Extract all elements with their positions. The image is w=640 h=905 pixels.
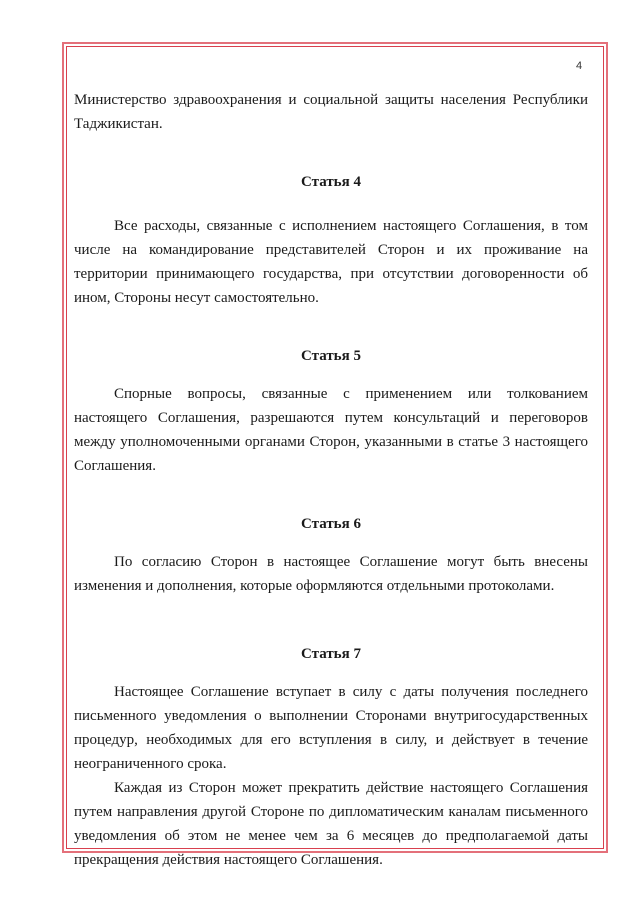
article-4-paragraph: Все расходы, связанные с исполнением настоящего Соглашения, в том числе на командирование представителей Сторон и их проживание на территории принимающего государства, при отсутствии договоренности об ином, Стороны несут самостоятельно. — [74, 218, 588, 306]
page-number: 4 — [576, 60, 583, 72]
article-6-heading: Статья 6 — [301, 516, 361, 532]
intro-paragraph: Министерство здравоохранения и социальной защиты населения Республики Таджикистан. — [74, 92, 588, 132]
article-5-heading: Статья 5 — [301, 348, 361, 364]
article-4-heading: Статья 4 — [301, 174, 361, 190]
article-7-paragraph-2: Каждая из Сторон может прекратить действие настоящего Соглашения путем направления другой Стороне по дипломатическим каналам письменного уведомления об этом не менее чем за 6 месяцев до предполагаемой даты прекращения действия настоящего Соглашения. — [74, 780, 588, 868]
document-body — [74, 88, 588, 872]
article-7-paragraph-1: Настоящее Соглашение вступает в силу с даты получения последнего письменного уведомления о выполнении Сторонами внутригосударственных процедур, необходимых для его вступления в силу, и действует в течение неограниченного срока. — [74, 684, 588, 772]
article-5-paragraph: Спорные вопросы, связанные с применением или толкованием настоящего Соглашения, разрешаются путем консультаций и переговоров между уполномоченными органами Сторон, указанными в статье 3 настоящего Соглашения. — [74, 386, 588, 474]
article-6-paragraph: По согласию Сторон в настоящее Соглашение могут быть внесены изменения и дополнения, которые оформляются отдельными протоколами. — [74, 554, 588, 594]
article-7-heading: Статья 7 — [301, 646, 361, 662]
